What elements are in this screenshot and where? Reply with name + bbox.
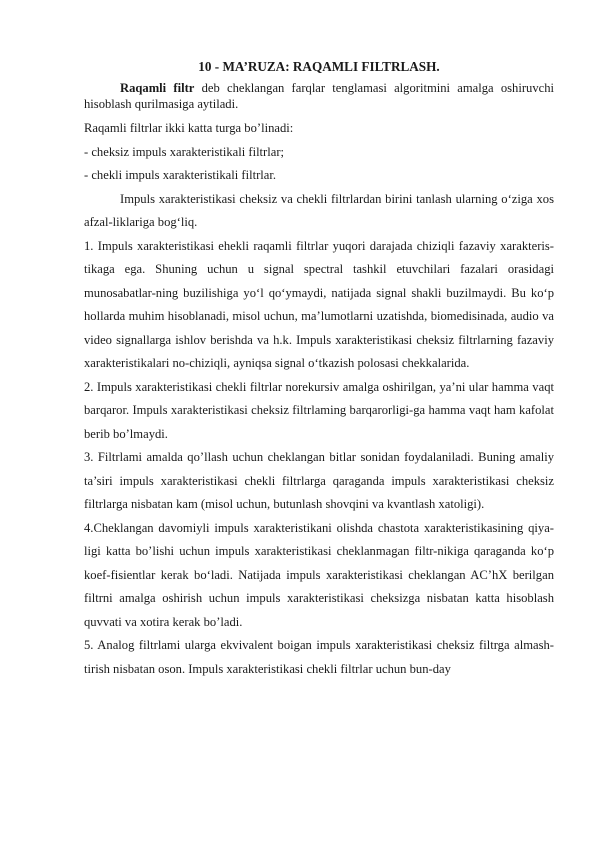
filter-types-intro: Raqamli filtrlar ikki katta turga bo’linadi:: [84, 121, 294, 135]
definition-text: deb cheklangan farqlar tenglamasi algoritmini amalga oshiruvchi hisoblash qurilmasiga aytiladi.: [84, 81, 554, 111]
lecture-title: 10 - MA’RUZA: RAQAMLI FILTRLASH.: [198, 59, 440, 74]
defined-term: Raqamli filtr: [120, 81, 195, 95]
definition-paragraph: [84, 80, 554, 112]
choice-paragraph: Impuls xarakteristikasi cheksiz va chekli filtrlardan birini tanlash ularning o‘ziga xos afzal-liklariga bog‘liq.: [84, 191, 554, 229]
point-1: 1. Impuls xarakteristikasi ehekli raqamli filtrlar yuqori darajada chiziqli fazaviy xarakteris-tikaga ega. Shuning uchun u signal spectral tashkil etuvchilari fazalari orasidagi munosabatlar-ning buzilishiga yo‘l qo‘ymaydi, natijada signal shakli buzilmaydi. Bu ko‘p hollarda muhim hisoblanadi, misol uchun, ma’lumotlarni uzatishda, biomedisinada, audio va video signallarga ishlov berishda va h.k. Impuls xarakteristikasi cheksiz filtrlarning fazaviy xarakteristikalari no-chiziqli, ayniqsa signal o‘tkazish polosasi chekkalarida.: [84, 238, 554, 370]
filter-type-iir: - cheksiz impuls xarakteristikali filtrlar;: [84, 144, 285, 159]
point-2: 2. Impuls xarakteristikasi chekli filtrlar norekursiv amalga oshirilgan, ya’ni ular hamma vaqt barqaror. Impuls xarakteristikasi cheksiz filtrlaming barqarorligi-ga hamma vaqt ham kafolat berib bo’lmaydi.: [84, 379, 554, 441]
point-5: 5. Analog filtrlami ularga ekvivalent boigan impuls xarakteristikasi cheksiz filtrga almash-tirish nisbatan oson. Impuls xarakteristikasi chekli filtrlar uchun bun-day: [84, 638, 554, 676]
point-4: 4.Cheklangan davomiyli impuls xarakteristikani olishda chastota xarakteristikasining qiya-ligi katta bo’lishi uchun impuls xarakteristikasi cheklanmagan filtr-nikiga qaraganda ko‘p koef-fisientlar kerak bo‘ladi. Natijada impuls xarakteristikasi cheklangan ACʼhX berilgan filtrni amalga oshirish uchun impuls xarakteristikasi cheksizga nisbatan katta hisoblash quvvati va xotira kerak bo’ladi.: [84, 520, 554, 629]
document-page: [84, 58, 554, 681]
filter-type-fir: - chekli impuls xarakteristikali filtrlar.: [84, 168, 276, 182]
point-3: 3. Filtrlami amalda qo’llash uchun cheklangan bitlar sonidan foydalaniladi. Buning amaliy ta’siri impuls xarakteristikasi chekli filtrlarga qaraganda impuls xarakteristikasi cheksiz filtrlarga nisbatan kam (misol uchun, butunlash shovqini va kvantlash xatoligi).: [84, 450, 554, 511]
